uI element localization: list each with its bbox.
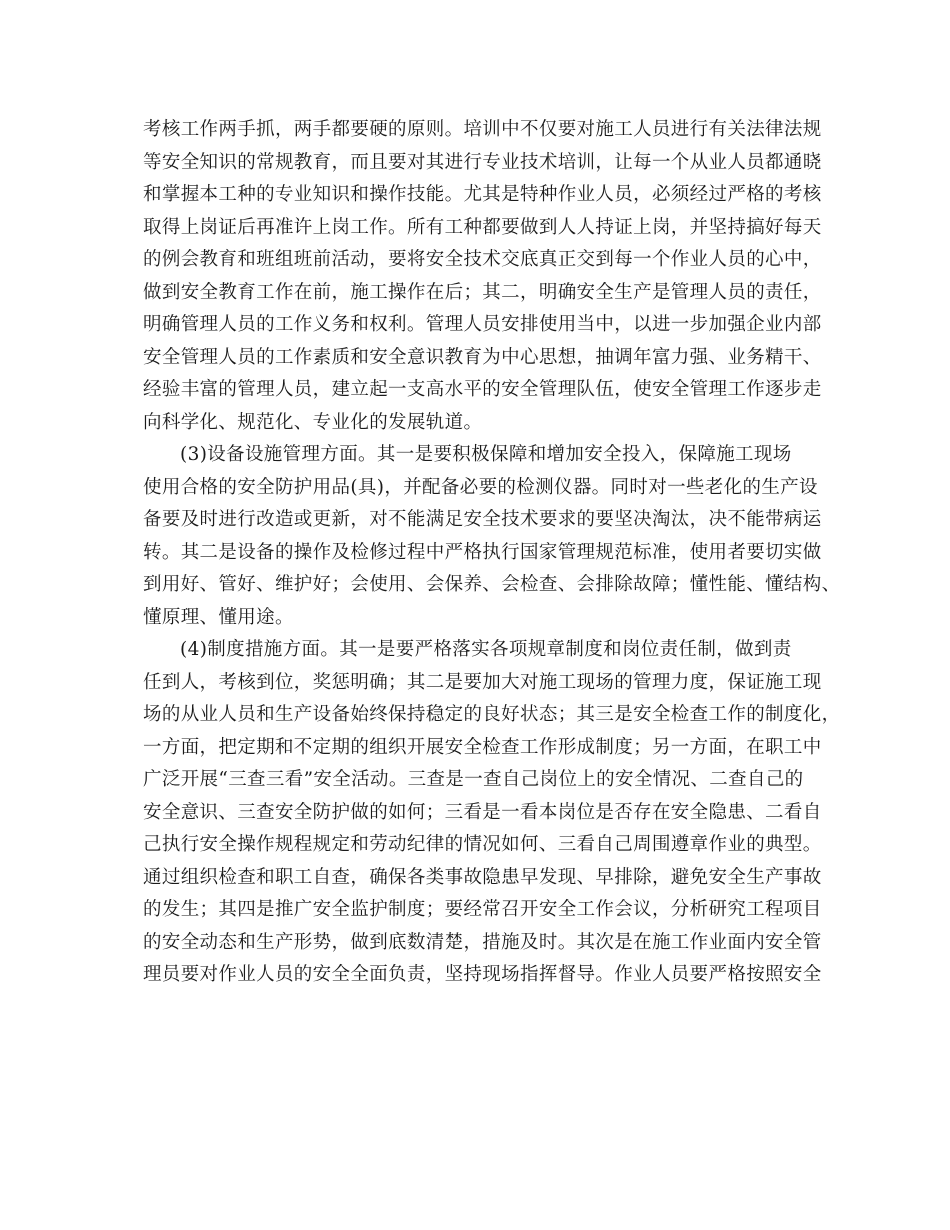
text-line: 理员要对作业人员的安全全面负责，坚持现场指挥督导。作业人员要严格按照安全 [143,964,822,985]
text-line: 的发生；其四是推广安全监护制度；要经常召开安全工作会议，分析研究工程项目 [143,899,822,920]
text-line: 备要及时进行改造或更新，对不能满足安全技术要求的要坚决淘汰，决不能带病运 [143,509,822,530]
text-line: (3)设备设施管理方面。其一是要积极保障和增加安全投入，保障施工现场 [180,444,792,465]
text-line: 懂原理、懂用途。 [143,606,294,628]
text-line: 做到安全教育工作在前，施工操作在后；其二，明确安全生产是管理人员的责任， [143,281,822,303]
text-line: 向科学化、规范化、专业化的发展轨道。 [143,411,483,433]
text-line: 使用合格的安全防护用品(具)，并配备必要的检测仪器。同时对一些老化的生产设 [143,476,818,498]
text-line: 等安全知识的常规教育，而且要对其进行专业技术培训，让每一个从业人员都通晓 [143,151,822,173]
text-line: 转。其二是设备的操作及检修过程中严格执行国家管理规范标准，使用者要切实做 [143,541,822,563]
text-line: 己执行安全操作规程规定和劳动纪律的情况如何、三看自己周围遵章作业的典型。 [143,834,822,855]
text-line: 到用好、管好、维护好；会使用、会保养、会检查、会排除故障；懂性能、懂结构、 [143,574,841,595]
text-line: 通过组织检查和职工自查，确保各类事故隐患早发现、早排除，避免安全生产事故 [143,866,822,888]
text-line: (4)制度措施方面。其一是要严格落实各项规章制度和岗位责任制，做到责 [180,639,792,660]
text-line: 安全意识、三查安全防护做的如何；三看是一看本岗位是否存在安全隐患、二看自 [143,801,822,823]
document-body [143,114,841,992]
text-line: 取得上岗证后再准许上岗工作。所有工种都要做到人人持证上岗，并坚持搞好每天 [143,216,822,238]
text-line: 一方面，把定期和不定期的组织开展安全检查工作形成制度；另一方面，在职工中 [143,736,822,758]
text-line: 考核工作两手抓，两手都要硬的原则。培训中不仅要对施工人员进行有关法律法规 [143,119,822,140]
text-line: 经验丰富的管理人员，建立起一支高水平的安全管理队伍，使安全管理工作逐步走 [143,379,822,400]
paragraph [143,634,841,992]
text-line: 明确管理人员的工作义务和权利。管理人员安排使用当中，以进一步加强企业内部 [143,314,822,335]
text-line: 场的从业人员和生产设备始终保持稳定的良好状态；其三是安全检查工作的制度化， [143,704,841,725]
paragraph [143,114,833,439]
text-line: 的安全动态和生产形势，做到底数清楚，措施及时。其次是在施工作业面内安全管 [143,931,822,953]
text-line: 任到人，考核到位，奖惩明确；其二是要加大对施工现场的管理力度，保证施工现 [143,671,822,693]
text-line: 安全管理人员的工作素质和安全意识教育为中心思想，抽调年富力强、业务精干、 [143,346,822,368]
text-line: 和掌握本工种的专业知识和操作技能。尤其是特种作业人员，必须经过严格的考核 [143,184,822,205]
text-line: 广泛开展“三查三看”安全活动。三查是一查自己岗位上的安全情况、二查自己的 [143,769,804,790]
text-line: 的例会教育和班组班前活动，要将安全技术交底真正交到每一个作业人员的心中， [143,249,822,270]
paragraph [143,439,841,634]
